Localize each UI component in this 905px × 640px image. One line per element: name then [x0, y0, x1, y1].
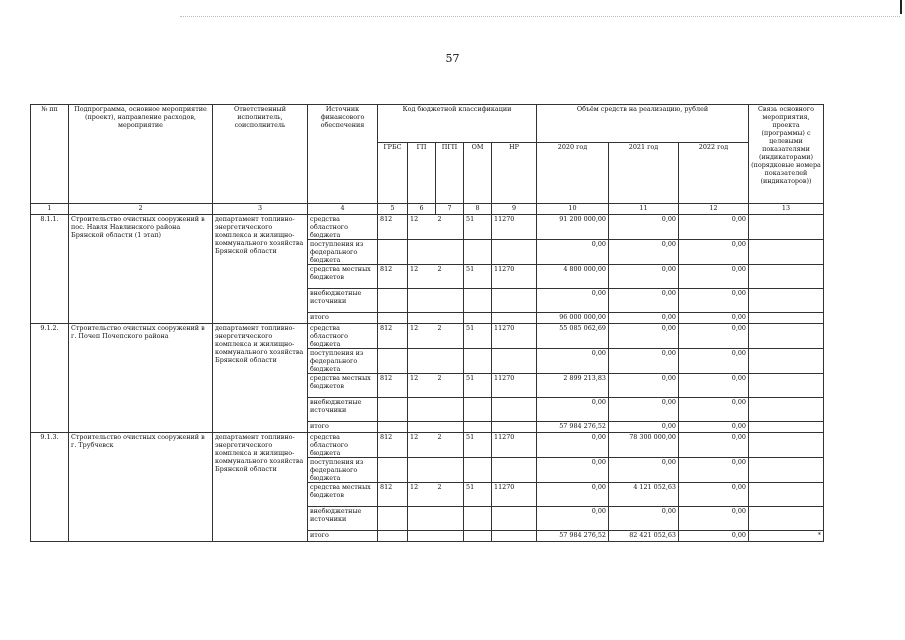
code-gp [408, 349, 436, 374]
column-number: 2 [69, 204, 213, 215]
code-gp: 12 [408, 374, 436, 398]
amount-2021: 0,00 [609, 313, 679, 324]
code-nr: 11270 [492, 483, 537, 507]
amount-2022: 0,00 [679, 240, 749, 265]
indicator-link [749, 215, 824, 240]
amount-2020: 4 800 000,00 [537, 265, 609, 289]
header-row [31, 105, 824, 143]
row-number: 9.1.2. [31, 324, 69, 433]
code-pgp [436, 313, 464, 324]
amount-2022: 0,00 [679, 313, 749, 324]
code-om: 51 [464, 215, 492, 240]
code-grbs: 812 [378, 433, 408, 458]
amount-2021: 0,00 [609, 265, 679, 289]
table-row [31, 215, 824, 240]
column-number: 13 [749, 204, 824, 215]
funding-source: поступления из федерального бюджета [308, 458, 378, 483]
header-funds-volume: Объём средств на реализацию, рублей [537, 105, 749, 143]
column-number: 1 [31, 204, 69, 215]
code-pgp: 2 [436, 265, 464, 289]
funding-source: средства областного бюджета [308, 324, 378, 349]
funding-source: средства местных бюджетов [308, 483, 378, 507]
code-om: 51 [464, 265, 492, 289]
indicator-link [749, 458, 824, 483]
funding-source: итого [308, 313, 378, 324]
amount-2022: 0,00 [679, 349, 749, 374]
code-grbs [378, 289, 408, 313]
code-gp [408, 507, 436, 531]
code-grbs [378, 240, 408, 265]
amount-2022: 0,00 [679, 374, 749, 398]
amount-2021: 0,00 [609, 289, 679, 313]
indicator-link [749, 265, 824, 289]
indicator-link [749, 483, 824, 507]
header-budget-code: Код бюджетной классификации [378, 105, 537, 143]
amount-2020: 0,00 [537, 289, 609, 313]
code-pgp: 2 [436, 215, 464, 240]
code-pgp [436, 507, 464, 531]
code-gp: 12 [408, 215, 436, 240]
column-number: 10 [537, 204, 609, 215]
code-om [464, 458, 492, 483]
code-gp [408, 313, 436, 324]
amount-2021: 0,00 [609, 398, 679, 422]
code-pgp [436, 398, 464, 422]
funding-source: внебюджетные источники [308, 507, 378, 531]
indicator-link [749, 240, 824, 265]
code-om [464, 422, 492, 433]
amount-2020: 0,00 [537, 240, 609, 265]
code-gp [408, 398, 436, 422]
scan-edge-mark [900, 0, 902, 14]
header-sub: ПГП [436, 143, 464, 204]
amount-2021: 0,00 [609, 507, 679, 531]
code-nr [492, 458, 537, 483]
code-gp: 12 [408, 433, 436, 458]
amount-2022: 0,00 [679, 433, 749, 458]
code-nr: 11270 [492, 265, 537, 289]
code-grbs [378, 531, 408, 542]
column-number: 5 [378, 204, 408, 215]
code-pgp [436, 240, 464, 265]
code-gp [408, 422, 436, 433]
amount-2020: 0,00 [537, 507, 609, 531]
indicator-link [749, 398, 824, 422]
column-number: 9 [492, 204, 537, 215]
funding-source: итого [308, 531, 378, 542]
code-pgp: 2 [436, 433, 464, 458]
amount-2022: 0,00 [679, 215, 749, 240]
header-sub: ГП [408, 143, 436, 204]
code-om [464, 507, 492, 531]
code-om: 51 [464, 433, 492, 458]
amount-2022: 0,00 [679, 422, 749, 433]
code-pgp: 2 [436, 324, 464, 349]
code-nr: 11270 [492, 374, 537, 398]
table-body [31, 105, 824, 542]
code-om: 51 [464, 374, 492, 398]
code-pgp [436, 531, 464, 542]
activity-name: Строительство очистных сооружений в г. Трубчевск [69, 433, 213, 542]
code-om [464, 398, 492, 422]
code-gp: 12 [408, 483, 436, 507]
funding-source: итого [308, 422, 378, 433]
amount-2021: 82 421 052,63 [609, 531, 679, 542]
amount-2022: 0,00 [679, 265, 749, 289]
amount-2022: 0,00 [679, 398, 749, 422]
column-number: 3 [213, 204, 308, 215]
indicator-link [749, 313, 824, 324]
executor: департамент топливно-энергетического комплекса и жилищно-коммунального хозяйства Брянской области [213, 324, 308, 433]
code-pgp [436, 422, 464, 433]
code-nr [492, 398, 537, 422]
amount-2021: 0,00 [609, 374, 679, 398]
code-om [464, 349, 492, 374]
code-om [464, 240, 492, 265]
amount-2020: 0,00 [537, 349, 609, 374]
code-gp [408, 458, 436, 483]
amount-2021: 0,00 [609, 422, 679, 433]
code-nr [492, 507, 537, 531]
funding-source: средства местных бюджетов [308, 374, 378, 398]
amount-2022: 0,00 [679, 483, 749, 507]
amount-2020: 57 984 276,52 [537, 422, 609, 433]
code-grbs [378, 313, 408, 324]
code-pgp [436, 289, 464, 313]
column-number: 4 [308, 204, 378, 215]
executor: департамент топливно-энергетического комплекса и жилищно-коммунального хозяйства Брянской области [213, 215, 308, 324]
column-numbers-row [31, 204, 824, 215]
code-pgp: 2 [436, 374, 464, 398]
amount-2022: 0,00 [679, 458, 749, 483]
funding-source: средства областного бюджета [308, 433, 378, 458]
amount-2021: 0,00 [609, 458, 679, 483]
amount-2021: 0,00 [609, 349, 679, 374]
table-row [31, 324, 824, 349]
code-nr [492, 289, 537, 313]
indicator-link [749, 374, 824, 398]
code-pgp [436, 349, 464, 374]
header-sub: НР [492, 143, 537, 204]
header-activity: Подпрограмма, основное мероприятие (проект), направление расходов, мероприятие [69, 105, 213, 204]
header-sub: ОМ [464, 143, 492, 204]
code-grbs: 812 [378, 324, 408, 349]
code-om: 51 [464, 324, 492, 349]
amount-2020: 0,00 [537, 398, 609, 422]
code-om [464, 531, 492, 542]
row-number: 8.1.1. [31, 215, 69, 324]
amount-2020: 2 899 213,83 [537, 374, 609, 398]
funding-source: поступления из федерального бюджета [308, 240, 378, 265]
amount-2020: 55 085 062,69 [537, 324, 609, 349]
code-grbs: 812 [378, 215, 408, 240]
header-sub: ГРБС [378, 143, 408, 204]
funding-source: средства местных бюджетов [308, 265, 378, 289]
page-number: 57 [445, 52, 460, 65]
budget-table [30, 104, 824, 542]
executor: департамент топливно-энергетического комплекса и жилищно-коммунального хозяйства Брянской области [213, 433, 308, 542]
column-number: 11 [609, 204, 679, 215]
amount-2022: 0,00 [679, 324, 749, 349]
code-grbs [378, 507, 408, 531]
code-nr [492, 349, 537, 374]
code-nr: 11270 [492, 215, 537, 240]
amount-2020: 91 200 000,00 [537, 215, 609, 240]
amount-2020: 96 000 000,00 [537, 313, 609, 324]
indicator-link [749, 422, 824, 433]
code-om [464, 289, 492, 313]
header-number: № пп [31, 105, 69, 204]
code-gp [408, 289, 436, 313]
activity-name: Строительство очистных сооружений в г. Почеп Почепского района [69, 324, 213, 433]
amount-2020: 57 984 276,52 [537, 531, 609, 542]
column-number: 7 [436, 204, 464, 215]
indicator-link [749, 507, 824, 531]
funding-source: внебюджетные источники [308, 289, 378, 313]
column-number: 6 [408, 204, 436, 215]
scan-top-line [180, 16, 900, 17]
code-grbs [378, 349, 408, 374]
code-om: 51 [464, 483, 492, 507]
code-gp: 12 [408, 265, 436, 289]
row-number: 9.1.3. [31, 433, 69, 542]
amount-2021: 0,00 [609, 324, 679, 349]
code-nr [492, 313, 537, 324]
funding-source: поступления из федерального бюджета [308, 349, 378, 374]
code-gp [408, 240, 436, 265]
code-pgp [436, 458, 464, 483]
amount-2021: 78 300 000,00 [609, 433, 679, 458]
amount-2021: 0,00 [609, 240, 679, 265]
code-nr [492, 531, 537, 542]
code-gp [408, 531, 436, 542]
amount-2021: 4 121 052,63 [609, 483, 679, 507]
code-grbs: 812 [378, 374, 408, 398]
indicator-link [749, 349, 824, 374]
amount-2022: 0,00 [679, 507, 749, 531]
code-grbs [378, 398, 408, 422]
indicator-link [749, 324, 824, 349]
amount-2020: 0,00 [537, 458, 609, 483]
header-indicators-link: Связь основного мероприятия, проекта (программы) с целевыми показателями (индикаторами) (порядковые номера показателей (индикаторов)) [749, 105, 824, 204]
amount-2020: 0,00 [537, 483, 609, 507]
activity-name: Строительство очистных сооружений в пос. Навля Навлинского района Брянской области (1 этап) [69, 215, 213, 324]
amount-2021: 0,00 [609, 215, 679, 240]
column-number: 8 [464, 204, 492, 215]
code-grbs: 812 [378, 483, 408, 507]
funding-source: средства областного бюджета [308, 215, 378, 240]
indicator-link [749, 433, 824, 458]
code-grbs [378, 422, 408, 433]
funding-source: внебюджетные источники [308, 398, 378, 422]
header-executor: Ответственный исполнитель, соисполнитель [213, 105, 308, 204]
code-nr: 11270 [492, 324, 537, 349]
amount-2020: 0,00 [537, 433, 609, 458]
code-pgp: 2 [436, 483, 464, 507]
amount-2022: 0,00 [679, 531, 749, 542]
header-sub: 2020 год [537, 143, 609, 204]
header-sub: 2021 год [609, 143, 679, 204]
code-grbs [378, 458, 408, 483]
header-source: Источник финансового обеспечения [308, 105, 378, 204]
code-nr [492, 240, 537, 265]
code-grbs: 812 [378, 265, 408, 289]
code-gp: 12 [408, 324, 436, 349]
indicator-link [749, 289, 824, 313]
code-nr [492, 422, 537, 433]
amount-2022: 0,00 [679, 289, 749, 313]
header-sub: 2022 год [679, 143, 749, 204]
indicator-link: * [749, 531, 824, 542]
column-number: 12 [679, 204, 749, 215]
code-nr: 11270 [492, 433, 537, 458]
table-row [31, 433, 824, 458]
code-om [464, 313, 492, 324]
